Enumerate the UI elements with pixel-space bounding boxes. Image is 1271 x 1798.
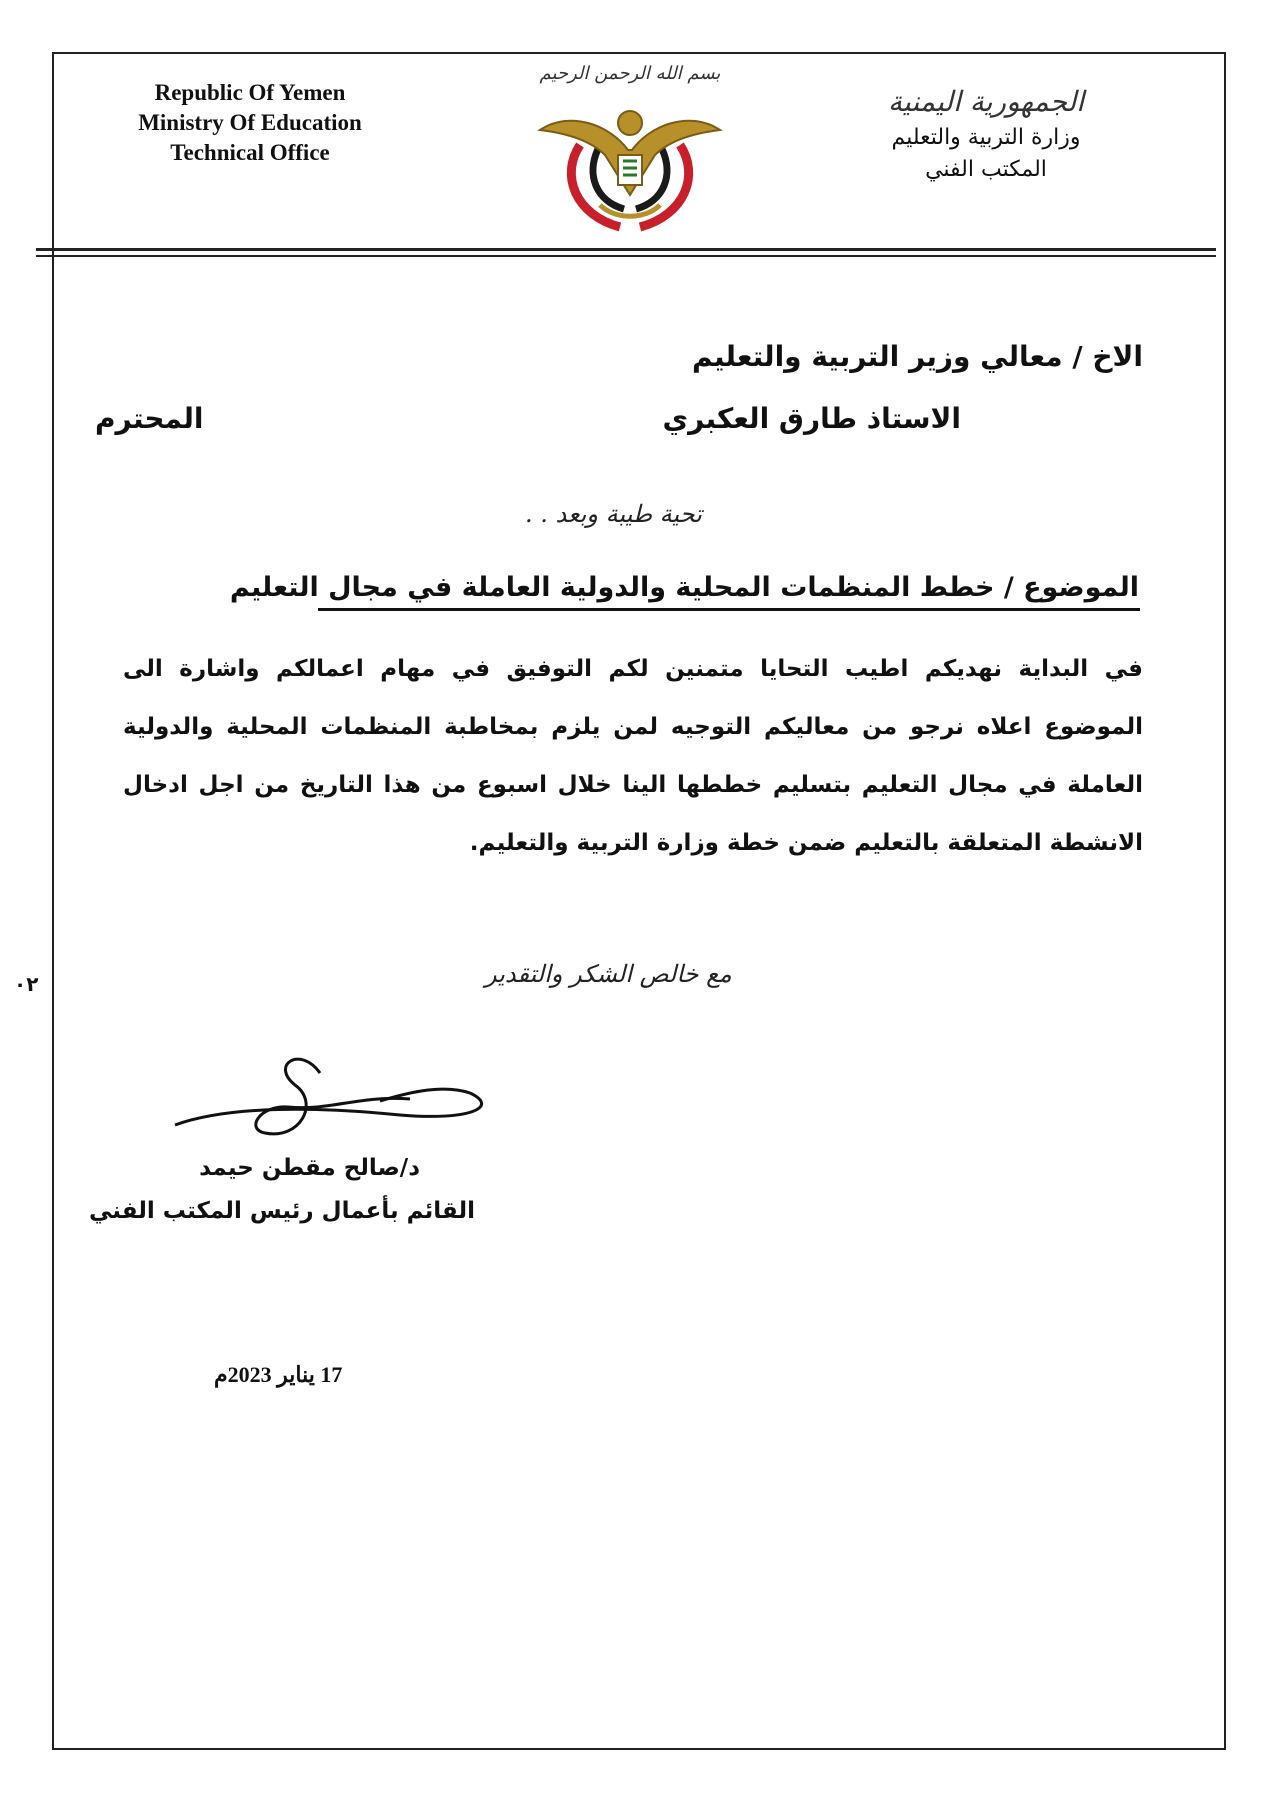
basmala-text: بسم الله الرحمن الرحيم (539, 63, 721, 84)
letterhead-ministry: Ministry Of Education (138, 110, 362, 135)
letter-date: 17 يناير 2023م (214, 1362, 343, 1387)
subject-underline (318, 608, 1140, 611)
letterhead-ministry-arabic: وزارة التربية والتعليم (891, 125, 1081, 150)
letterhead-country: Republic Of Yemen (154, 80, 346, 105)
greeting: تحية طيبة وبعد . . (525, 500, 702, 528)
closing-salutation: مع خالص الشكر والتقدير (485, 960, 732, 988)
recipient-respect: المحترم (95, 402, 204, 435)
arabic-letterhead (856, 82, 1116, 186)
letterhead-office: Technical Office (170, 140, 330, 165)
recipient-name: الاستاذ طارق العكبري (662, 402, 961, 435)
handwritten-signature (170, 1045, 510, 1155)
signatory-title: القائم بأعمال رئيس المكتب الفني (89, 1198, 475, 1224)
header-divider (36, 248, 1216, 251)
letterhead-office-arabic: المكتب الفني (925, 157, 1047, 182)
recipient-title: الاخ / معالي وزير التربية والتعليم (692, 340, 1143, 373)
header-divider-thin (36, 255, 1216, 257)
letterhead-country-arabic: الجمهورية اليمنية (887, 85, 1085, 118)
subject-line: الموضوع / خطط المنظمات المحلية والدولية العاملة في مجال التعليم (229, 572, 1139, 603)
letter-body: في البداية نهديكم اطيب التحايا متمنين لكم التوفيق في مهام اعمالكم واشارة الى الموضوع اعلاه نرجو من معاليكم التوجيه لمن يلزم بمخاطبة المنظمات المحلية والدولية العاملة في مجال التعليم بتسليم خططها الينا خلال اسبوع من هذا التاريخ من اجل ادخال الانشطة المتعلقة بالتعليم ضمن خطة وزارة التربية والتعليم. (123, 656, 1143, 856)
yemen-emblem-logo (520, 55, 740, 235)
margin-mark: ٠٢ (14, 972, 39, 996)
page-border (52, 52, 1226, 1750)
english-letterhead (110, 78, 390, 168)
signatory-name: د/صالح مقطن حيمد (199, 1155, 420, 1181)
